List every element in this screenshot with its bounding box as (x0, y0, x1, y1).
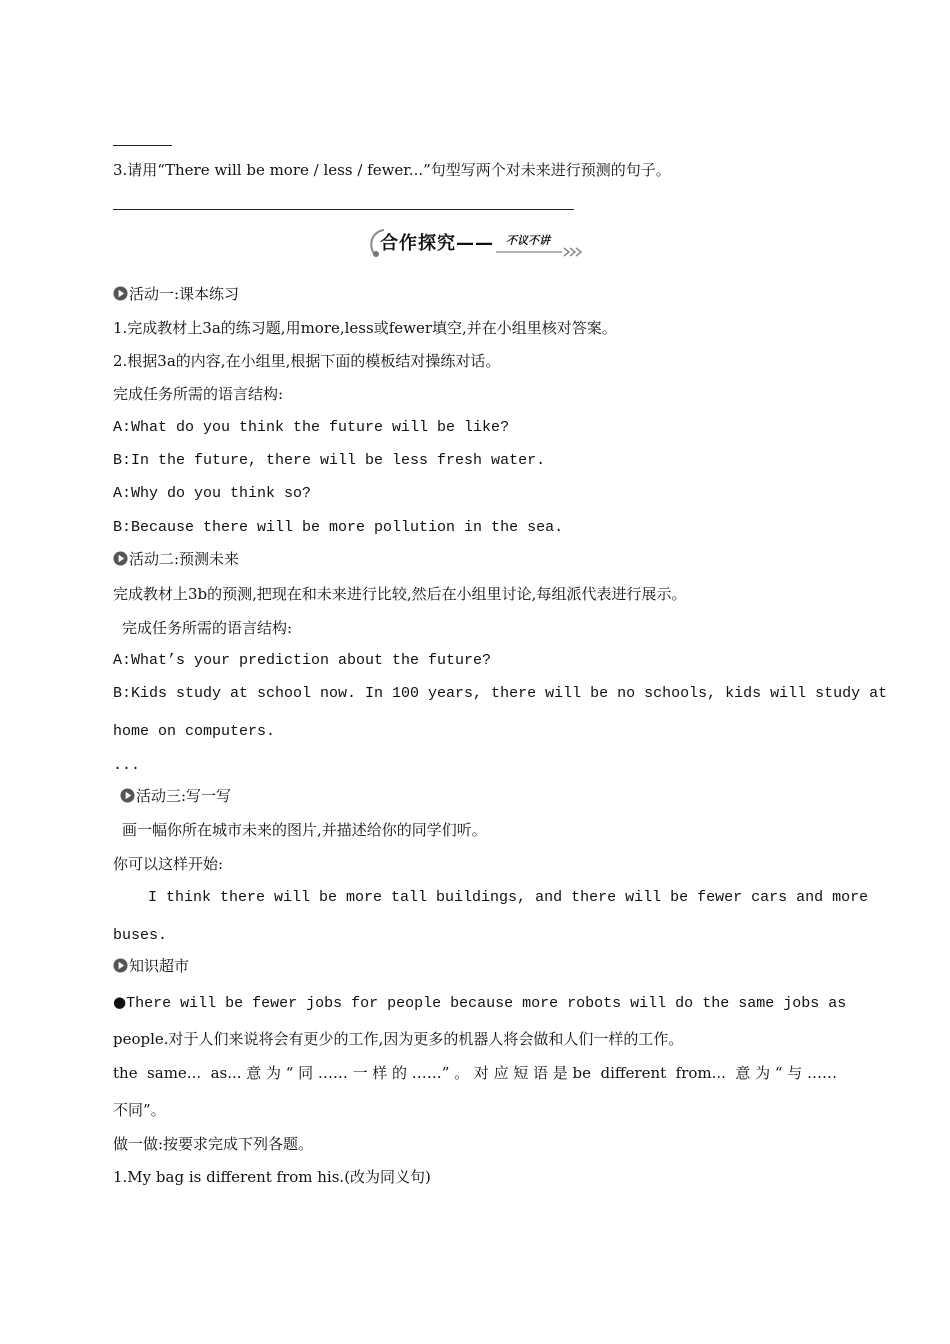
play-arrow-icon (113, 551, 128, 566)
question-3: 3.请用“There will be more / less / fewer...”句型写两个对未来进行预测的句子。 (113, 161, 671, 179)
play-arrow-icon (113, 958, 128, 973)
practice-label: 做一做:按要求完成下列各题。 (113, 1135, 314, 1153)
banner-subtitle: 不议不讲 (506, 234, 550, 247)
activity-3-heading: 活动三:写一写 (120, 786, 231, 806)
activity-1-structure-label: 完成任务所需的语言结构: (113, 385, 284, 403)
activity-2-instruction: 完成教材上3b的预测,把现在和未来进行比较,然后在小组里讨论,每组派代表进行展示。 (113, 585, 687, 603)
knowledge-note: the same... as...意为“同……一样的……”。对应短语是be different from... 意为“与…… (113, 1064, 837, 1082)
activity-1-heading: 活动一:课本练习 (113, 284, 239, 304)
activity-3-instruction: 画一幅你所在城市未来的图片,并描述给你的同学们听。 (122, 821, 487, 839)
play-arrow-icon (113, 286, 128, 301)
dialog-line: A:What do you think the future will be like? (113, 419, 510, 436)
section-banner (366, 226, 586, 260)
banner-title: 合作探究—— (380, 233, 494, 254)
activity-2-heading: 活动二:预测未来 (113, 549, 239, 569)
example-sentence: I think there will be more tall buildings, and there will be fewer cars and more (148, 889, 869, 906)
example-sentence: buses. (113, 927, 168, 944)
ellipsis: ... (113, 757, 141, 774)
activity-3-start-label: 你可以这样开始: (113, 855, 224, 873)
dialog-line: A:What’s your prediction about the future? (113, 652, 492, 669)
activity-1-item-1: 1.完成教材上3a的练习题,用more,less或fewer填空,并在小组里核对答案。 (113, 319, 617, 337)
activity-1-item-2: 2.根据3a的内容,在小组里,根据下面的模板结对操练对话。 (113, 352, 501, 370)
activity-2-structure-label: 完成任务所需的语言结构: (122, 619, 293, 637)
practice-question-1: 1.My bag is different from his.(改为同义句) (113, 1168, 431, 1186)
bullet: ● (113, 993, 127, 1011)
answer-line (113, 209, 574, 210)
dialog-line: A:Why do you think so? (113, 485, 312, 502)
knowledge-note: 不同”。 (113, 1101, 166, 1119)
dialog-line: B:Because there will be more pollution in the sea. (113, 519, 564, 536)
play-arrow-icon (120, 788, 135, 803)
dialog-line: home on computers. (113, 723, 276, 740)
answer-blank-line (113, 145, 172, 146)
knowledge-heading: 知识超市 (113, 956, 189, 976)
dialog-line: B:Kids study at school now. In 100 years, there will be no schools, kids will study at (113, 685, 888, 702)
knowledge-sentence-translation: people.对于人们来说将会有更少的工作,因为更多的机器人将会做和人们一样的工作。 (113, 1030, 684, 1048)
dialog-line: B:In the future, there will be less fresh water. (113, 452, 546, 469)
knowledge-sentence: ●There will be fewer jobs for people because more robots will do the same jobs as (113, 993, 847, 1012)
